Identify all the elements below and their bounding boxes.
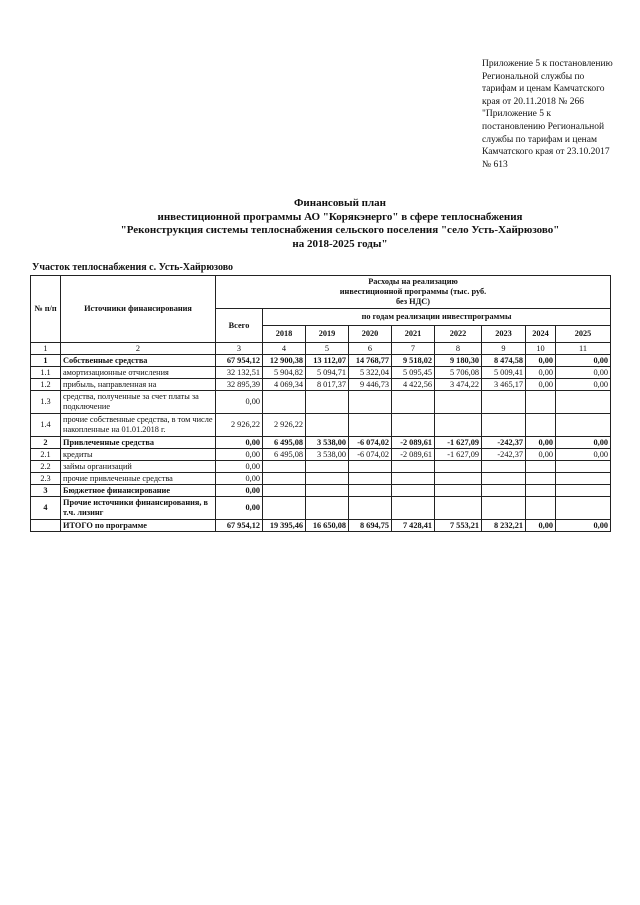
row-source-name: амортизационные отчисления <box>61 367 216 379</box>
row-year-value: -6 074,02 <box>349 437 392 449</box>
row-year-value <box>526 461 556 473</box>
appendix-line: тарифам и ценам Камчатского <box>482 84 605 95</box>
row-source-name: средства, полученные за счет платы за подключение <box>61 391 216 414</box>
table-row <box>31 367 611 379</box>
row-year-value <box>435 461 482 473</box>
header-num: № п/п <box>31 276 61 343</box>
row-year-value: 8 694,75 <box>349 520 392 532</box>
row-year-value: 4 422,56 <box>392 379 435 391</box>
row-total: 0,00 <box>216 497 263 520</box>
row-year-value <box>526 485 556 497</box>
row-source-name: прочие собственные средства, в том числе накопленные на 01.01.2018 г. <box>61 414 216 437</box>
col-number: 5 <box>306 343 349 355</box>
row-source-name: Собственные средства <box>61 355 216 367</box>
row-year-value: 0,00 <box>526 449 556 461</box>
row-year-value <box>482 391 526 414</box>
col-number: 2 <box>61 343 216 355</box>
header-year: 2024 <box>526 326 556 343</box>
row-year-value <box>556 485 611 497</box>
table-row <box>31 461 611 473</box>
appendix-line: края от 20.11.2018 № 266 <box>482 96 584 107</box>
title-line-1: Финансовый план <box>293 197 387 209</box>
header-total: Всего <box>216 309 263 343</box>
row-year-value: 6 495,08 <box>263 449 306 461</box>
financial-plan-table <box>30 275 611 532</box>
row-year-value: 0,00 <box>526 367 556 379</box>
header-year: 2025 <box>556 326 611 343</box>
row-year-value <box>349 461 392 473</box>
document-title <box>80 197 600 251</box>
table-row <box>31 473 611 485</box>
row-year-value: 13 112,07 <box>306 355 349 367</box>
row-year-value <box>435 473 482 485</box>
row-number <box>31 520 61 532</box>
row-year-value: -1 627,09 <box>435 437 482 449</box>
row-total: 0,00 <box>216 449 263 461</box>
row-year-value <box>263 461 306 473</box>
table-row <box>31 449 611 461</box>
row-year-value: 0,00 <box>556 379 611 391</box>
row-year-value: 9 446,73 <box>349 379 392 391</box>
row-year-value: 5 009,41 <box>482 367 526 379</box>
row-total: 32 132,51 <box>216 367 263 379</box>
header-year: 2018 <box>263 326 306 343</box>
column-number-row <box>31 343 611 355</box>
appendix-line: Приложение 5 к постановлению <box>482 59 613 69</box>
row-year-value: 0,00 <box>556 437 611 449</box>
row-year-value: 0,00 <box>556 367 611 379</box>
row-year-value: -242,37 <box>482 449 526 461</box>
row-year-value: 3 465,17 <box>482 379 526 391</box>
section-subtitle: Участок теплоснабжения с. Усть-Хайрюзово <box>32 262 234 273</box>
row-year-value: 3 474,22 <box>435 379 482 391</box>
appendix-line: Камчатского края от 23.10.2017 <box>482 147 610 158</box>
row-year-value <box>526 497 556 520</box>
row-year-value <box>556 461 611 473</box>
row-year-value <box>482 497 526 520</box>
row-year-value <box>306 473 349 485</box>
row-number: 1.2 <box>31 379 61 391</box>
appendix-line: Региональной службы по <box>482 71 585 82</box>
col-number: 4 <box>263 343 306 355</box>
row-year-value: 4 069,34 <box>263 379 306 391</box>
row-source-name: Бюджетное финансирование <box>61 485 216 497</box>
row-year-value <box>556 473 611 485</box>
row-number: 1.4 <box>31 414 61 437</box>
row-year-value <box>392 461 435 473</box>
table-row <box>31 497 611 520</box>
col-number: 10 <box>526 343 556 355</box>
col-number: 3 <box>216 343 263 355</box>
row-year-value: 2 926,22 <box>263 414 306 437</box>
row-total: 0,00 <box>216 391 263 414</box>
row-total: 0,00 <box>216 437 263 449</box>
row-total: 67 954,12 <box>216 355 263 367</box>
row-year-value <box>526 391 556 414</box>
header-year: 2022 <box>435 326 482 343</box>
title-line-3: "Реконструкция системы теплоснабжения сельского поселения "село Усть-Хайрюзово" <box>120 224 560 236</box>
row-year-value: 16 650,08 <box>306 520 349 532</box>
row-year-value: 5 094,71 <box>306 367 349 379</box>
row-year-value <box>392 414 435 437</box>
col-number: 11 <box>556 343 611 355</box>
header-year: 2023 <box>482 326 526 343</box>
row-year-value: 8 017,37 <box>306 379 349 391</box>
row-number: 1 <box>31 355 61 367</box>
row-source-name: Привлеченные средства <box>61 437 216 449</box>
title-line-2: инвестиционной программы АО "Корякэнерго" в сфере теплоснабжения <box>157 210 523 223</box>
table-row <box>31 520 611 532</box>
header-by-years: по годам реализации инвестпрограммы <box>263 309 611 326</box>
row-source-name: ИТОГО по программе <box>61 520 216 532</box>
header-source: Источники финансирования <box>61 276 216 343</box>
appendix-line: постановлению Региональной <box>482 121 605 132</box>
row-year-value: 5 322,04 <box>349 367 392 379</box>
row-year-value: 0,00 <box>556 355 611 367</box>
appendix-line: службы по тарифам и ценам <box>482 134 597 145</box>
row-year-value <box>349 391 392 414</box>
row-year-value <box>306 461 349 473</box>
row-year-value <box>306 485 349 497</box>
row-total: 32 895,39 <box>216 379 263 391</box>
col-number: 7 <box>392 343 435 355</box>
row-year-value: 0,00 <box>556 520 611 532</box>
row-year-value <box>435 485 482 497</box>
appendix-note <box>482 58 632 171</box>
header-year: 2019 <box>306 326 349 343</box>
row-year-value <box>435 414 482 437</box>
row-year-value <box>349 485 392 497</box>
row-year-value <box>392 391 435 414</box>
row-year-value: 0,00 <box>526 437 556 449</box>
row-number: 4 <box>31 497 61 520</box>
row-year-value: -242,37 <box>482 437 526 449</box>
row-year-value: 8 232,21 <box>482 520 526 532</box>
row-year-value: 6 495,08 <box>263 437 306 449</box>
row-total: 0,00 <box>216 485 263 497</box>
row-year-value <box>556 391 611 414</box>
row-year-value <box>306 391 349 414</box>
row-year-value <box>482 473 526 485</box>
row-year-value: -6 074,02 <box>349 449 392 461</box>
table-row <box>31 414 611 437</box>
row-year-value <box>349 414 392 437</box>
row-year-value: 5 706,08 <box>435 367 482 379</box>
row-year-value <box>349 473 392 485</box>
col-number: 9 <box>482 343 526 355</box>
row-year-value <box>263 485 306 497</box>
row-year-value: -1 627,09 <box>435 449 482 461</box>
row-year-value <box>482 485 526 497</box>
row-year-value: 7 428,41 <box>392 520 435 532</box>
row-year-value: 7 553,21 <box>435 520 482 532</box>
row-year-value <box>482 461 526 473</box>
row-year-value <box>263 473 306 485</box>
row-year-value <box>526 473 556 485</box>
row-year-value <box>526 414 556 437</box>
row-number: 2.2 <box>31 461 61 473</box>
row-year-value <box>392 497 435 520</box>
row-year-value <box>482 414 526 437</box>
row-year-value <box>263 391 306 414</box>
row-year-value: 8 474,58 <box>482 355 526 367</box>
row-number: 1.3 <box>31 391 61 414</box>
title-line-4: на 2018-2025 годы" <box>292 237 388 250</box>
row-year-value <box>306 497 349 520</box>
table-row <box>31 391 611 414</box>
row-year-value: 0,00 <box>556 449 611 461</box>
table-row <box>31 437 611 449</box>
appendix-line: № 613 <box>482 159 508 170</box>
col-number: 8 <box>435 343 482 355</box>
row-source-name: прибыль, направленная на <box>61 379 216 391</box>
row-year-value: 0,00 <box>526 355 556 367</box>
row-number: 2 <box>31 437 61 449</box>
row-year-value: 5 095,45 <box>392 367 435 379</box>
row-year-value: -2 089,61 <box>392 449 435 461</box>
row-year-value: 9 518,02 <box>392 355 435 367</box>
row-year-value <box>392 473 435 485</box>
row-year-value <box>556 497 611 520</box>
row-total: 0,00 <box>216 461 263 473</box>
row-year-value: 12 900,38 <box>263 355 306 367</box>
table-row <box>31 379 611 391</box>
row-year-value: 0,00 <box>526 520 556 532</box>
row-year-value <box>556 414 611 437</box>
row-number: 3 <box>31 485 61 497</box>
row-year-value: 3 538,00 <box>306 437 349 449</box>
row-year-value: 0,00 <box>526 379 556 391</box>
row-source-name: Прочие источники финансирования, в т.ч. лизинг <box>61 497 216 520</box>
row-year-value: 14 768,77 <box>349 355 392 367</box>
row-year-value <box>306 414 349 437</box>
row-year-value <box>392 485 435 497</box>
row-source-name: прочие привлеченные средства <box>61 473 216 485</box>
row-year-value: 19 395,46 <box>263 520 306 532</box>
row-year-value <box>435 497 482 520</box>
header-year: 2021 <box>392 326 435 343</box>
row-year-value <box>435 391 482 414</box>
table-row <box>31 485 611 497</box>
row-year-value: 3 538,00 <box>306 449 349 461</box>
table-body <box>31 355 611 532</box>
row-year-value <box>263 497 306 520</box>
row-year-value: 9 180,30 <box>435 355 482 367</box>
header-expenses: Расходы на реализацию инвестиционной программы (тыс. руб. без НДС) <box>216 276 611 309</box>
row-number: 2.3 <box>31 473 61 485</box>
row-year-value: 5 904,82 <box>263 367 306 379</box>
col-number: 1 <box>31 343 61 355</box>
col-number: 6 <box>349 343 392 355</box>
row-year-value <box>349 497 392 520</box>
header-year: 2020 <box>349 326 392 343</box>
row-year-value: -2 089,61 <box>392 437 435 449</box>
row-source-name: кредиты <box>61 449 216 461</box>
table-row <box>31 355 611 367</box>
row-number: 1.1 <box>31 367 61 379</box>
row-source-name: займы организаций <box>61 461 216 473</box>
row-total: 2 926,22 <box>216 414 263 437</box>
appendix-line: "Приложение 5 к <box>482 109 551 120</box>
row-number: 2.1 <box>31 449 61 461</box>
row-total: 67 954,12 <box>216 520 263 532</box>
row-total: 0,00 <box>216 473 263 485</box>
